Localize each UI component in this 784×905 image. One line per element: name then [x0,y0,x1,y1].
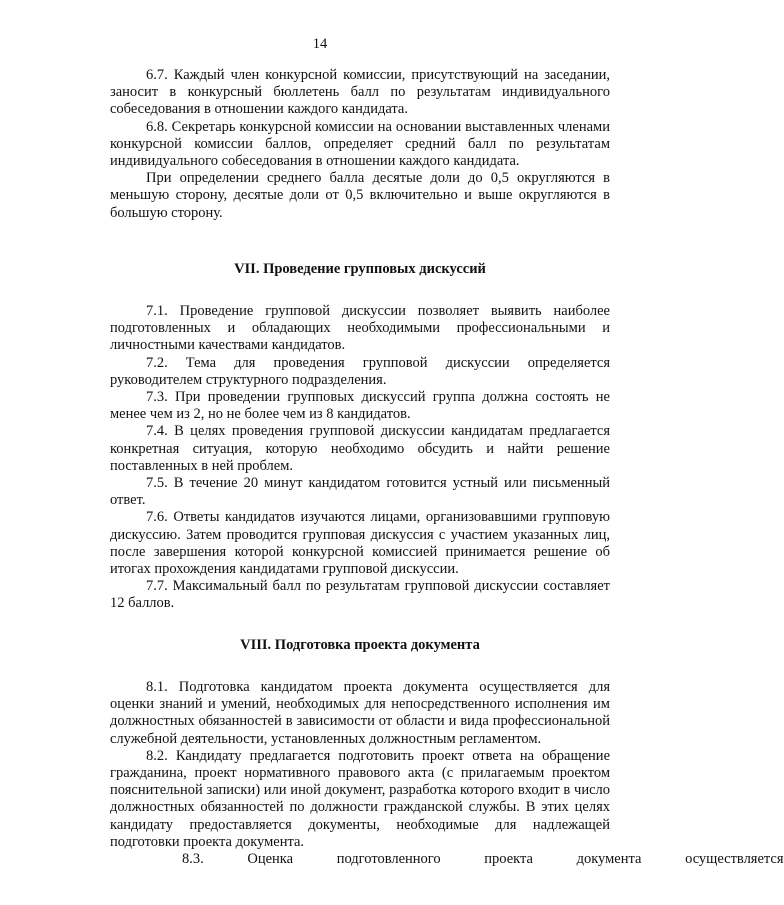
paragraph-7-2: 7.2. Тема для проведения групповой дискуссии определяется руководителем структурного подразделения. [110,354,610,388]
paragraph-7-7: 7.7. Максимальный балл по результатам групповой дискуссии составляет 12 баллов. [110,578,610,612]
paragraph-rounding-rule: При определении среднего балла десятые доли до 0,5 округляются в меньшую сторону, десятые доли от 0,5 включительно и выше округляются в большую сторону. [110,170,610,221]
word: Оценка [247,850,294,867]
word: документа [576,850,642,867]
word: осуществляется [685,850,784,867]
word: 8.3. [182,850,204,867]
paragraph-7-6: 7.6. Ответы кандидатов изучаются лицами, организовавшими групповую дискуссию. Затем проводится групповая дискуссия с участием указанных лиц, после завершения которой конкурсной комиссией принимается решение об итогах прохождения кандидатами групповой дискуссии. [110,509,610,578]
paragraph-7-1: 7.1. Проведение групповой дискуссии позволяет выявить наиболее подготовленных и обладающих необходимыми профессиональными и личностными качествами кандидатов. [110,303,610,354]
page-number: 14 [312,36,328,52]
paragraph-8-3-start [110,850,784,868]
paragraph-7-3: 7.3. При проведении групповых дискуссий группа должна состоять не менее чем из 2, но не более чем из 8 кандидатов. [110,389,610,423]
paragraph-6-8: 6.8. Секретарь конкурсной комиссии на основании выставленных членами конкурсной комиссии баллов, определяет средний балл по результатам индивидуального собеседования в отношении каждого кандидата. [110,118,610,170]
paragraph-8-2: 8.2. Кандидату предлагается подготовить проект ответа на обращение гражданина, проект нормативного правового акта (с прилагаемым проектом пояснительной записки) или иной документ, разработка которого входит в число должностных обязанностей по должности гражданской службы. В этих целях кандидату предоставляется документы, необходимые для надлежащей подготовки проекта документа. [110,747,610,850]
paragraph-7-5: 7.5. В течение 20 минут кандидатом готовится устный или письменный ответ. [110,475,610,509]
document-body [110,67,784,868]
paragraph-7-4: 7.4. В целях проведения групповой дискуссии кандидатам предлагается конкретная ситуация, которую необходимо обсудить и найти решение поставленных в ней проблем. [110,423,610,474]
word: проекта [484,850,533,867]
section-heading-7: VII. Проведение групповых дискуссий [234,260,486,277]
section-heading-8: VIII. Подготовка проекта документа [240,636,480,653]
paragraph-6-7: 6.7. Каждый член конкурсной комиссии, присутствующий на заседании, заносит в конкурсный бюллетень балл по результатам индивидуального собеседования в отношении каждого кандидата. [110,67,610,118]
word: подготовленного [336,850,441,867]
paragraph-8-1: 8.1. Подготовка кандидатом проекта документа осуществляется для оценки знаний и умений, необходимых для непосредственного исполнения им должностных обязанностей в зависимости от области и вида профессиональной служебной деятельности, установленных должностным регламентом. [110,678,610,747]
